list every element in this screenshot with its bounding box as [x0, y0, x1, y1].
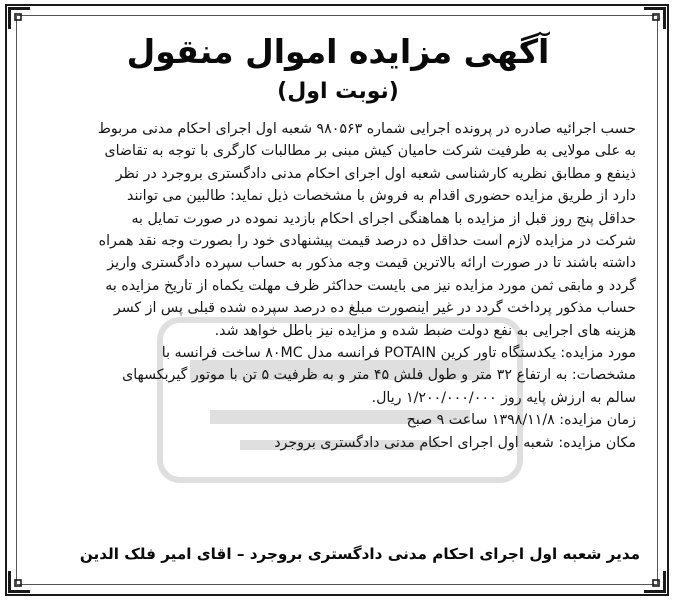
auction-place-line: مکان مزایده: شعبه اول اجرای احکام مدنی دادگستری بروجرد	[274, 434, 636, 451]
auction-item-line: مورد مزایده: یکدستگاه تاور کرین POTAIN فرانسه مدل ۸۰MC ساخت فرانسه با	[161, 345, 636, 362]
body-line: به علی مولایی به طرفیت شرکت حامیان کیش مبنی بر مطالبات کارگری با توجه به تقاضای	[104, 143, 636, 160]
corner-ornament-icon	[6, 5, 32, 31]
body-line: داشته باشند تا در صورت ارائه بالاترین قیمت وجه مذکور به حساب سپرده دادگستری واریز	[107, 255, 636, 272]
body-line: گردد و مابقی ثمن مورد مزایده نیز می بایست حداکثر ظرف مهلت یکماه از تاریخ مزایده به	[105, 277, 636, 294]
notice-body	[40, 118, 636, 454]
body-line: حسب اجرائیه صادره در پرونده اجرایی شماره ۹۸۰۵۶۳ شعبه اول اجرای احکام مدنی مربوط	[97, 121, 636, 137]
signature-line: مدیر شعبه اول اجرای احکام مدنی دادگستری بروجرد – اقای امیر فلک الدین	[79, 545, 640, 563]
body-line: دارد از طریق مزایده حضوری اقدام به فروش با مشخصات ذیل نماید: طالبین می توانند	[127, 188, 636, 205]
specs-line: مشخصات: به ارتفاع ۳۲ متر و طول فلش ۴۵ متر و به ظرفیت ۵ تن با موتور گیربکسهای	[122, 367, 636, 384]
body-line: هزینه های اجرایی به نفع دولت ضبط شده و مزایده نیز باطل خواهد شد.	[214, 322, 636, 339]
corner-ornament-icon	[642, 569, 668, 595]
body-line: شرکت در مزایده لازم است حداقل ده درصد قیمت پیشنهادی خود را بصورت وجه نقد همراه	[98, 233, 636, 250]
notice-subtitle: (نوبت اول)	[277, 79, 399, 104]
auction-time-line: زمان مزایده: ۱۳۹۸/۱۱/۸ ساعت ۹ صبح	[406, 412, 636, 429]
body-line: ذینفع و مطابق نظریه کارشناسی شعبه اول اجرای احکام مدنی دادگستری بروجرد در نظر	[115, 165, 636, 182]
base-price-line: سالم به ارزش پایه روز ۱/۲۰۰/۰۰۰/۰۰۰ ریال.	[371, 389, 636, 406]
corner-ornament-icon	[6, 569, 32, 595]
body-line: حساب مذکور پرداخت گردد در غیر اینصورت مبلغ ده درصد سپرده شده قبلی پس از کسر	[113, 300, 636, 317]
body-line: حداقل پنج روز قبل از مزایده با هماهنگی اجرای احکام بازدید نموده در صورت تمایل به	[131, 210, 636, 227]
corner-ornament-icon	[642, 5, 668, 31]
notice-title: آگهی مزایده اموال منقول	[126, 32, 550, 71]
